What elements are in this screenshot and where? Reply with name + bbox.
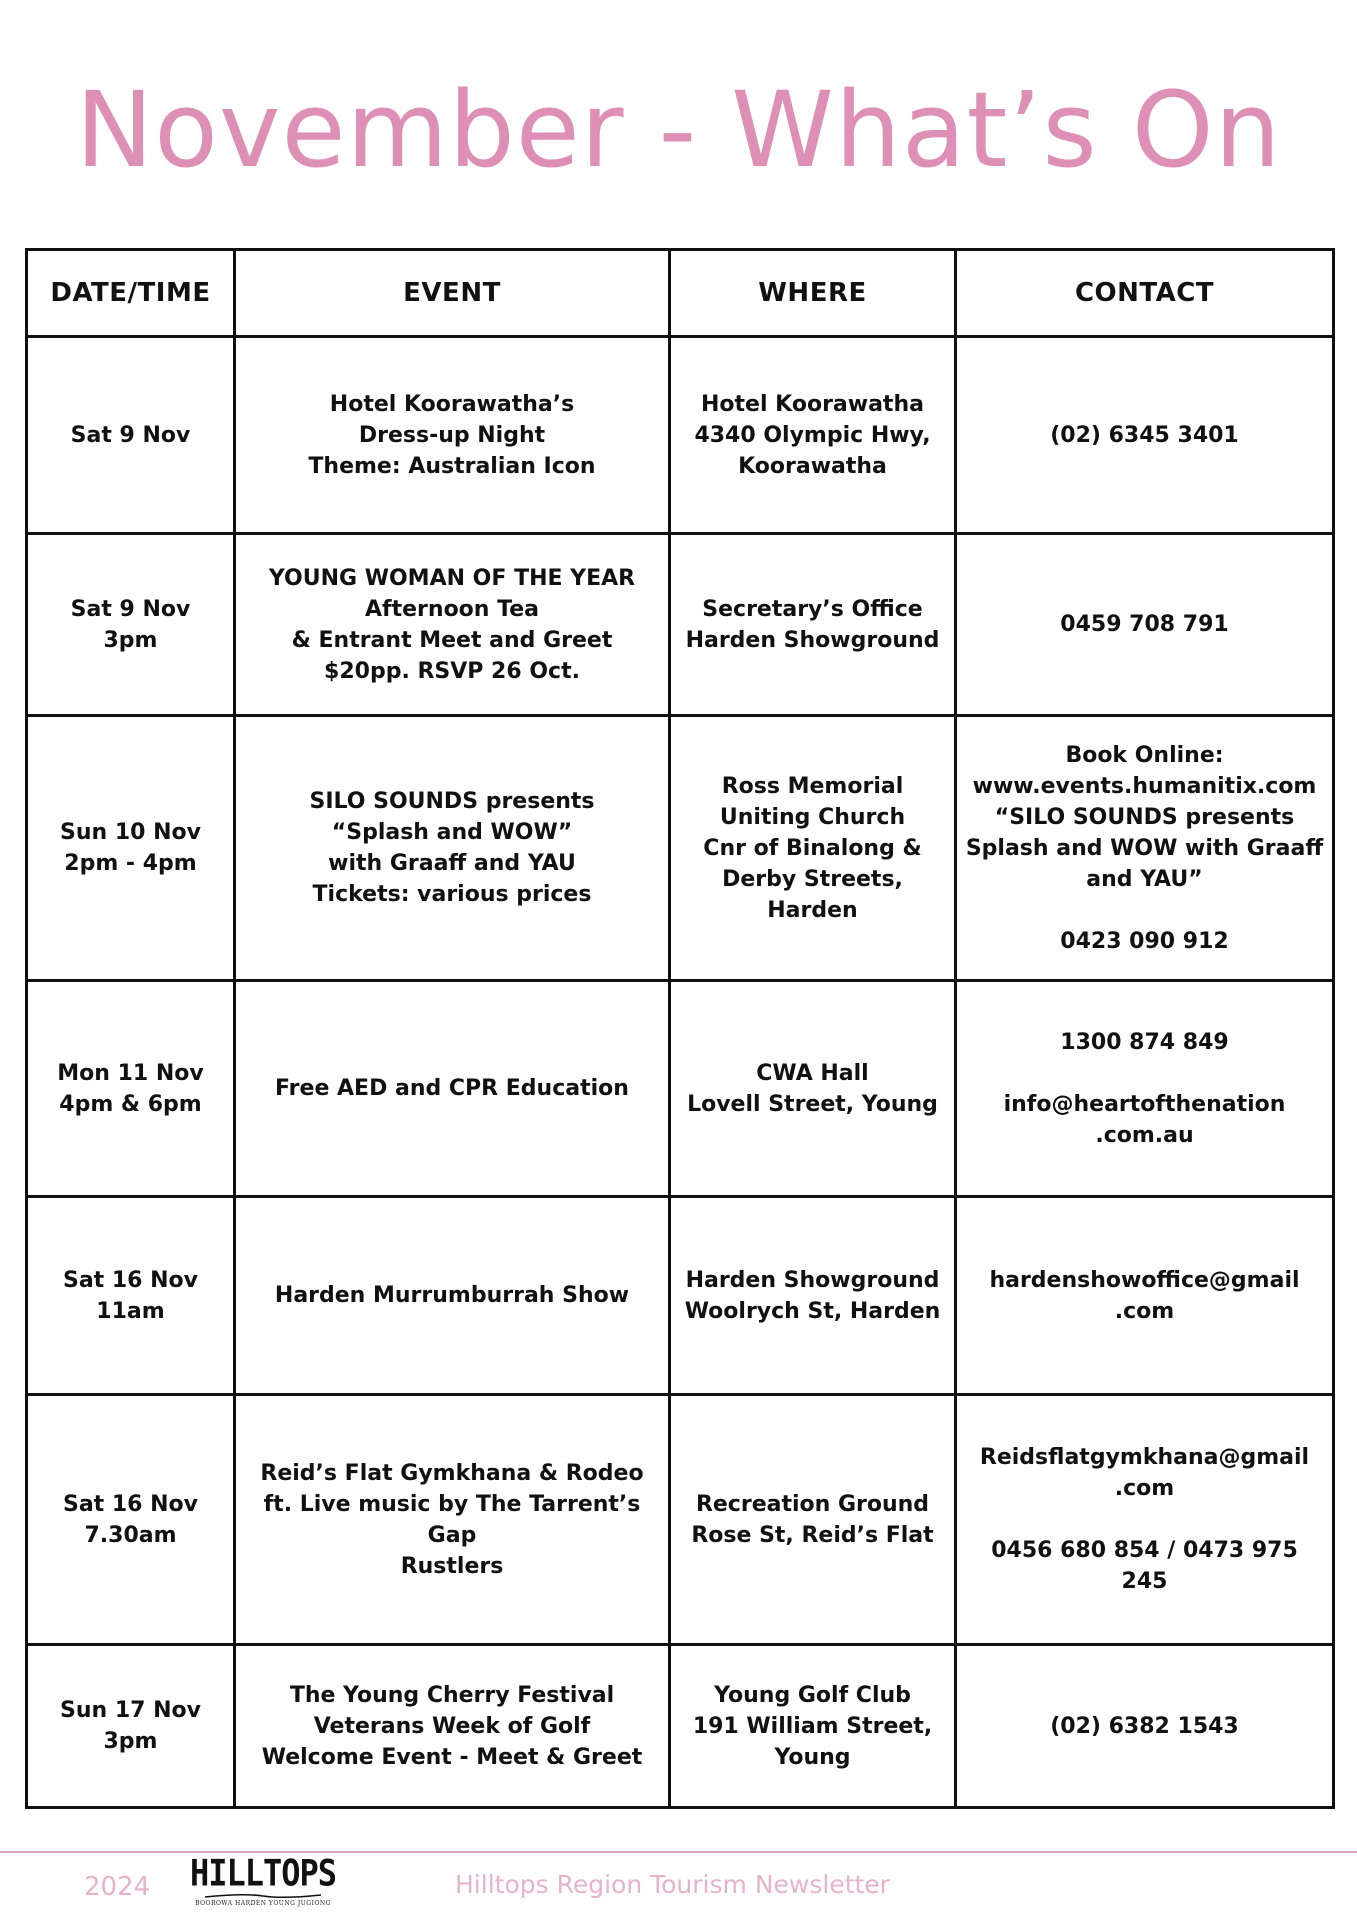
cell-where: Harden Showground Woolrych St, Harden — [670, 1197, 956, 1395]
cell-event: YOUNG WOMAN OF THE YEAR Afternoon Tea & Entrant Meet and Greet $20pp. RSVP 26 Oct. — [235, 534, 670, 716]
table-row — [27, 337, 1334, 534]
table-row — [27, 1645, 1334, 1808]
cell-date: Sun 10 Nov 2pm - 4pm — [27, 716, 235, 981]
cell-event: SILO SOUNDS presents “Splash and WOW” with Graaff and YAU Tickets: various prices — [235, 716, 670, 981]
table-row — [27, 1197, 1334, 1395]
cell-contact: 1300 874 849 info@heartofthenation .com.au — [956, 981, 1334, 1197]
header-contact: CONTACT — [956, 250, 1334, 337]
table-header-row — [27, 250, 1334, 337]
cell-event: Reid’s Flat Gymkhana & Rodeo ft. Live music by The Tarrent’s Gap Rustlers — [235, 1395, 670, 1645]
cell-where: Young Golf Club 191 William Street, Young — [670, 1645, 956, 1808]
hilltops-logo-wordmark: HILLTOPS — [189, 1851, 337, 1895]
cell-contact: (02) 6345 3401 — [956, 337, 1334, 534]
cell-contact: 0459 708 791 — [956, 534, 1334, 716]
header-where: WHERE — [670, 250, 956, 337]
cell-where: Secretary’s Office Harden Showground — [670, 534, 956, 716]
cell-where: Hotel Koorawatha 4340 Olympic Hwy, Koorawatha — [670, 337, 956, 534]
table-row — [27, 981, 1334, 1197]
cell-date: Sat 9 Nov — [27, 337, 235, 534]
cell-where: Ross Memorial Uniting Church Cnr of Binalong & Derby Streets, Harden — [670, 716, 956, 981]
page-title: November - What’s On — [75, 69, 1282, 191]
footer-year: 2024 — [84, 1872, 151, 1902]
cell-contact: Reidsflatgymkhana@gmail .com 0456 680 854 / 0473 975 245 — [956, 1395, 1334, 1645]
cell-event: Free AED and CPR Education — [235, 981, 670, 1197]
cell-date: Mon 11 Nov 4pm & 6pm — [27, 981, 235, 1197]
cell-event: Harden Murrumburrah Show — [235, 1197, 670, 1395]
cell-where: CWA Hall Lovell Street, Young — [670, 981, 956, 1197]
table-row — [27, 716, 1334, 981]
cell-date: Sat 16 Nov 11am — [27, 1197, 235, 1395]
cell-contact: (02) 6382 1543 — [956, 1645, 1334, 1808]
cell-event: Hotel Koorawatha’s Dress-up Night Theme: Australian Icon — [235, 337, 670, 534]
cell-contact: hardenshowoffice@gmail .com — [956, 1197, 1334, 1395]
table-row — [27, 1395, 1334, 1645]
table-row — [27, 534, 1334, 716]
cell-date: Sat 9 Nov 3pm — [27, 534, 235, 716]
cell-date: Sat 16 Nov 7.30am — [27, 1395, 235, 1645]
hilltops-logo — [188, 1851, 338, 1916]
events-table — [25, 248, 1335, 1809]
footer-newsletter-title: Hilltops Region Tourism Newsletter — [455, 1870, 890, 1899]
header-event: EVENT — [235, 250, 670, 337]
cell-contact: Book Online: www.events.humanitix.com “SILO SOUNDS presents Splash and WOW with Graaff and YAU” 0423 090 912 — [956, 716, 1334, 981]
cell-event: The Young Cherry Festival Veterans Week of Golf Welcome Event - Meet & Greet — [235, 1645, 670, 1808]
cell-where: Recreation Ground Rose St, Reid’s Flat — [670, 1395, 956, 1645]
cell-date: Sun 17 Nov 3pm — [27, 1645, 235, 1808]
hilltops-logo-towns: BOOROWA HARDEN YOUNG JUGIONG — [195, 1900, 331, 1907]
header-date-time: DATE/TIME — [27, 250, 235, 337]
